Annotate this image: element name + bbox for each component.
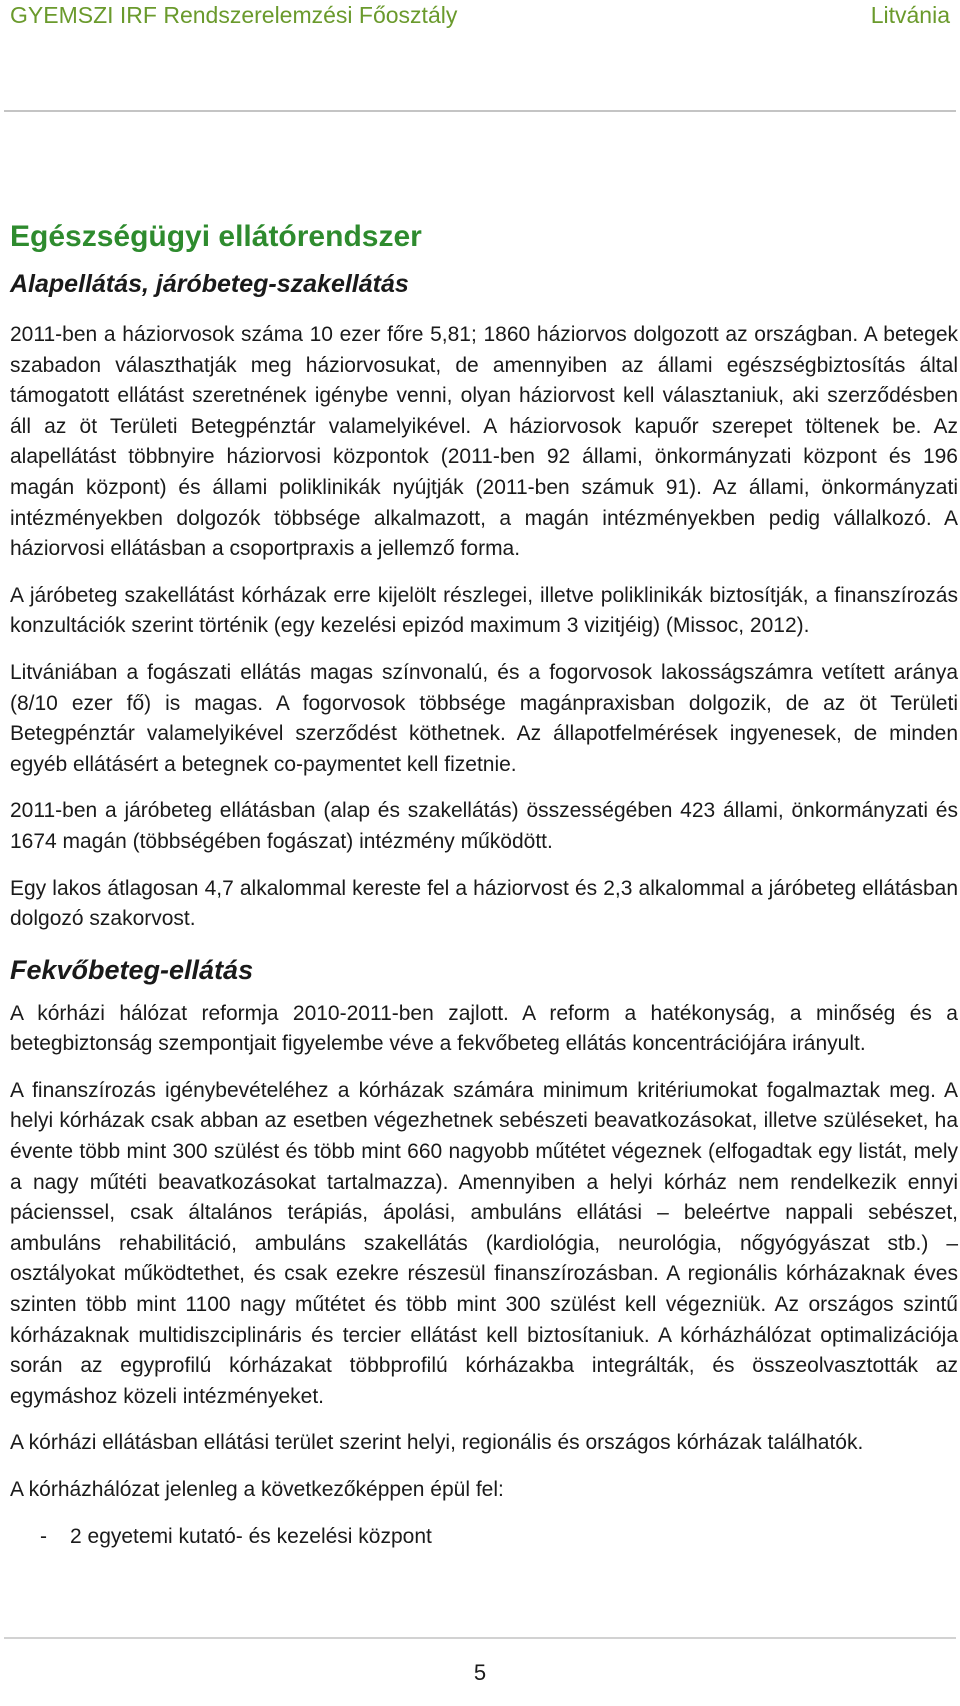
list-marker: - xyxy=(40,1524,47,1548)
paragraph: Egy lakos átlagosan 4,7 alkalommal kereste fel a háziorvost és 2,3 alkalommal a járóbeteg ellátásban dolgozó szakorvost. xyxy=(10,876,958,931)
page-header xyxy=(10,0,950,44)
subsection-title-inpatient-care: Fekvőbeteg-ellátás xyxy=(10,954,254,985)
page-number: 5 xyxy=(473,1660,487,1685)
subsection-title-primary-care: Alapellátás, járóbeteg-szakellátás xyxy=(10,270,409,298)
header-divider xyxy=(4,110,956,112)
paragraph: 2011-ben a háziorvosok száma 10 ezer főre 5,81; 1860 háziorvos dolgozott az országban. A betegek szabadon választhatják meg háziorvosukat, de amennyiben az állami egészségbiztosítás által támogatott ellátást szeretnének igénybe venni, olyan háziorvost kell választaniuk, aki szerződésben áll az öt Területi Betegpénztár valamelyikével. A háziorvosok kapuőr szerepet töltenek be. Az alapellátást többnyire háziorvosi központok (2011-ben 92 állami, önkormányzati központ és 196 magán központ) és állami poliklinikák nyújtják (2011-ben számuk 91). Az állami, önkormányzati intézményekben dolgozók többsége alkalmazott, a magán intézményekben pedig vállalkozó. A háziorvosi ellátásban a csoportpraxis a jellemző forma. xyxy=(10,323,958,561)
document-body xyxy=(10,218,958,1552)
list-item xyxy=(10,1522,958,1553)
paragraph: 2011-ben a járóbeteg ellátásban (alap és szakellátás) összességében 423 állami, önkormányzati és 1674 magán (többségében fogászat) intézmény működött. xyxy=(10,799,958,853)
section-title: Egészségügyi ellátórendszer xyxy=(10,220,422,253)
paragraph: A kórházi hálózat reformja 2010-2011-ben zajlott. A reform a hatékonyság, a minőség és a betegbiztonság szempontjait figyelembe véve a fekvőbeteg ellátás koncentrációjára irányult. xyxy=(10,1001,958,1056)
paragraph: A finanszírozás igénybevételéhez a kórházak számára minimum kritériumokat fogalmaztak meg. A helyi kórházak csak abban az esetben végezhetnek sebészeti beavatkozásokat, illetve szüléseket, ha évente több mint 300 szülést és több mint 660 nagyobb műtétet végeznek (elfogadtak egy listát, mely a nagy műtéti beavatkozásokat tartalmazza). Amennyiben a helyi kórház nem rendelkezik ennyi pácienssel, csak általános terápiás, ápolási, ambuláns ellátási – beleértve nappali sebészet, ambuláns rehabilitáció, ambuláns szakellátás (kardiológia, neurológia, nőgyógyászat stb.) – osztályokat működtethet, és csak ezekre részesül finanszírozásban. A regionális kórházaknak éves szinten több mint 1100 nagy műtétet és több mint 300 szülést kell végezniük. Az országos szintű kórházaknak multidiszciplináris és tercier ellátást kell biztosítaniuk. A kórházhálózat optimalizációja során az egyprofilú kórházakat többprofilú kórházakba integrálták, és összeolvasztották az egymáshoz közeli intézményeket. xyxy=(10,1078,958,1408)
header-country: Litvánia xyxy=(870,2,950,28)
footer-divider xyxy=(4,1637,956,1639)
paragraph: A kórházi ellátásban ellátási terület szerint helyi, regionális és országos kórházak találhatók. xyxy=(10,1431,864,1455)
paragraph: Litvániában a fogászati ellátás magas színvonalú, és a fogorvosok lakosságszámra vetített aránya (8/10 ezer fő) is magas. A fogorvosok többsége magánpraxisban dolgozik, de az öt Területi Betegpénztár valamelyikével szerződést köthetnek. Az állapotfelmérések ingyenesek, de minden egyéb ellátásért a betegnek co-paymentet kell fizetnie. xyxy=(10,660,958,776)
list-item-text: 2 egyetemi kutató- és kezelési központ xyxy=(70,1524,432,1548)
paragraph: A járóbeteg szakellátást kórházak erre kijelölt részlegei, illetve poliklinikák biztosítják, a finanszírozás konzultációk szerint történik (egy kezelési epizód maximum 3 vizitjéig) (Missoc, 2012). xyxy=(10,583,958,638)
header-organization: GYEMSZI IRF Rendszerelemzési Főosztály xyxy=(10,2,458,28)
paragraph: A kórházhálózat jelenleg a következőképpen épül fel: xyxy=(10,1478,504,1501)
